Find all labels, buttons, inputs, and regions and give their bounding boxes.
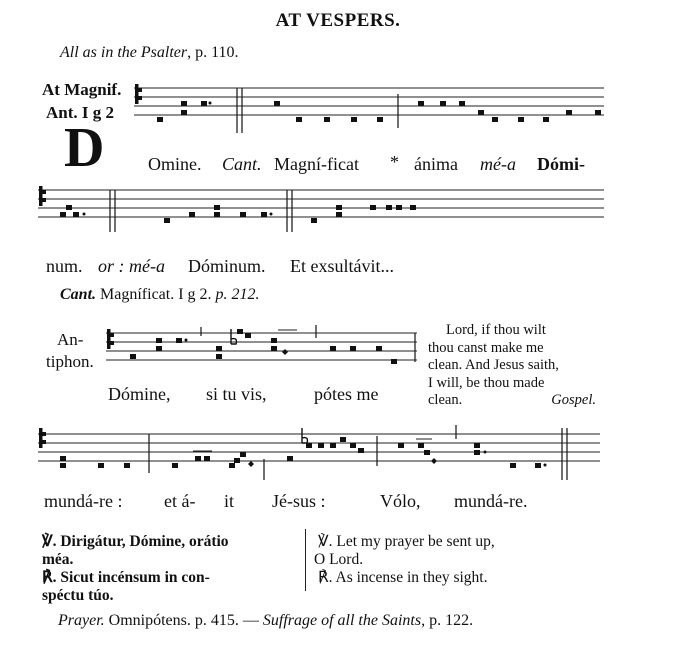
gospel-line: clean. And Jesus saith, bbox=[428, 357, 559, 373]
neume bbox=[418, 443, 424, 448]
prayer-page: p. 415. — bbox=[194, 612, 259, 629]
response-latin-text: Sicut incénsum in con- bbox=[60, 569, 210, 586]
suffrage-text: Suffrage of all the Saints bbox=[262, 612, 422, 629]
versicle-english-cont: O Lord. bbox=[314, 551, 364, 568]
prayer-text: Omnipótens. bbox=[108, 612, 191, 629]
magnificat-lyric-domi: Dómi- bbox=[537, 154, 585, 174]
gospel-line: Lord, if thou wilt bbox=[446, 322, 546, 338]
neume-dot bbox=[544, 464, 547, 467]
versicle-symbol: ℣. bbox=[42, 533, 57, 550]
magnificat-label-1: At Magnif. bbox=[42, 80, 122, 99]
neume bbox=[398, 443, 404, 448]
magnificat-lyric-omine: Omine. bbox=[148, 154, 202, 174]
canticle-ref-text: Magníficat. I g 2. bbox=[100, 286, 212, 303]
versicle-english bbox=[318, 532, 495, 551]
magnificat-star: * bbox=[390, 152, 399, 172]
response-latin bbox=[42, 568, 210, 587]
antiphon-lyric-domine: Dómine, bbox=[108, 384, 171, 404]
neume bbox=[204, 456, 210, 461]
antiphon-lyric-jesus: Jé-sus : bbox=[272, 491, 326, 511]
neume bbox=[124, 463, 130, 468]
neume-dot bbox=[484, 451, 487, 454]
antiphon-lyric-eta: et á- bbox=[164, 491, 196, 511]
antiphon-label-1: An- bbox=[57, 330, 84, 349]
neume bbox=[424, 450, 430, 455]
magnificat-lyric-anima: ánima bbox=[414, 154, 458, 174]
neume bbox=[340, 437, 346, 442]
psalter-note-page: , p. 110. bbox=[187, 44, 239, 61]
gospel-label: Gospel. bbox=[551, 392, 596, 408]
neume bbox=[510, 463, 516, 468]
antiphon-lyric-potesme: pótes me bbox=[314, 384, 379, 404]
c-clef-icon bbox=[39, 428, 46, 448]
neume bbox=[98, 463, 104, 468]
magnificat-cant-label: Cant. bbox=[222, 154, 262, 174]
magnificat-lyric-num: num. bbox=[46, 256, 83, 276]
response-latin-cont: spéctu túo. bbox=[42, 587, 114, 604]
neume bbox=[60, 463, 66, 468]
magnificat-label-2: Ant. I g 2 bbox=[46, 103, 115, 122]
antiphon-label-2: tiphon. bbox=[46, 352, 94, 371]
antiphon-lyric-situvis: si tu vis, bbox=[206, 384, 267, 404]
antiphon-lyric-mundare: mundá-re : bbox=[44, 491, 123, 511]
neume-rhombus bbox=[248, 461, 254, 467]
neume bbox=[474, 450, 480, 455]
neume bbox=[195, 456, 201, 461]
antiphon-lyric-volo: Vólo, bbox=[380, 491, 421, 511]
magnificat-lyric-magnificat: Magní-ficat bbox=[274, 154, 359, 174]
neume bbox=[535, 463, 541, 468]
versicle-latin-cont: méa. bbox=[42, 551, 74, 568]
suffrage-page: , p. 122. bbox=[421, 612, 474, 629]
neume bbox=[306, 443, 312, 448]
response-symbol-en: ℟. bbox=[318, 569, 333, 586]
versicle-symbol-en: ℣. bbox=[318, 533, 333, 550]
magnificat-lyric-dominum: Dóminum. bbox=[188, 256, 266, 276]
footer-prayer-line bbox=[58, 612, 473, 630]
flat-sign bbox=[302, 428, 307, 443]
neume bbox=[234, 458, 240, 463]
versicle-english-text: Let my prayer be sent up, bbox=[336, 533, 495, 550]
canticle-ref-page: p. 212. bbox=[215, 286, 260, 303]
magnificat-lyric-or: or : mé-a bbox=[98, 256, 165, 276]
response-english-text: As incense in they sight. bbox=[335, 569, 488, 586]
prayer-label: Prayer. bbox=[58, 612, 105, 629]
gospel-line: thou canst make me bbox=[428, 339, 544, 356]
versicle-latin-text: Dirigátur, Dómine, orátio bbox=[60, 533, 229, 550]
neume-rhombus bbox=[431, 458, 437, 464]
versicle-latin bbox=[42, 532, 229, 551]
psalter-note-text: All as in the Psalter bbox=[60, 44, 188, 61]
neume bbox=[330, 443, 336, 448]
neume bbox=[60, 456, 66, 461]
neume bbox=[350, 443, 356, 448]
page-title: AT VESPERS. bbox=[275, 10, 401, 31]
neume bbox=[172, 463, 178, 468]
antiphon-lyric-mundare-final: mundá-re. bbox=[454, 491, 528, 511]
neume bbox=[318, 443, 324, 448]
neume bbox=[358, 448, 364, 453]
neume bbox=[240, 452, 246, 457]
column-divider bbox=[305, 529, 306, 591]
neume bbox=[287, 456, 293, 461]
magnificat-lyric-mea: mé-a bbox=[480, 154, 516, 174]
canticle-ref-cant: Cant. bbox=[60, 286, 97, 303]
magnificat-lyric-exsultavit: Et exsultávit... bbox=[290, 256, 394, 276]
gospel-line: I will, be thou made bbox=[428, 374, 545, 391]
response-symbol: ℟. bbox=[42, 569, 57, 586]
gospel-line: clean. bbox=[428, 392, 463, 408]
neume bbox=[229, 463, 235, 468]
drop-cap-initial: D bbox=[64, 117, 105, 179]
response-english bbox=[318, 568, 487, 587]
neume bbox=[474, 443, 480, 448]
antiphon-lyric-it: it bbox=[224, 491, 235, 511]
